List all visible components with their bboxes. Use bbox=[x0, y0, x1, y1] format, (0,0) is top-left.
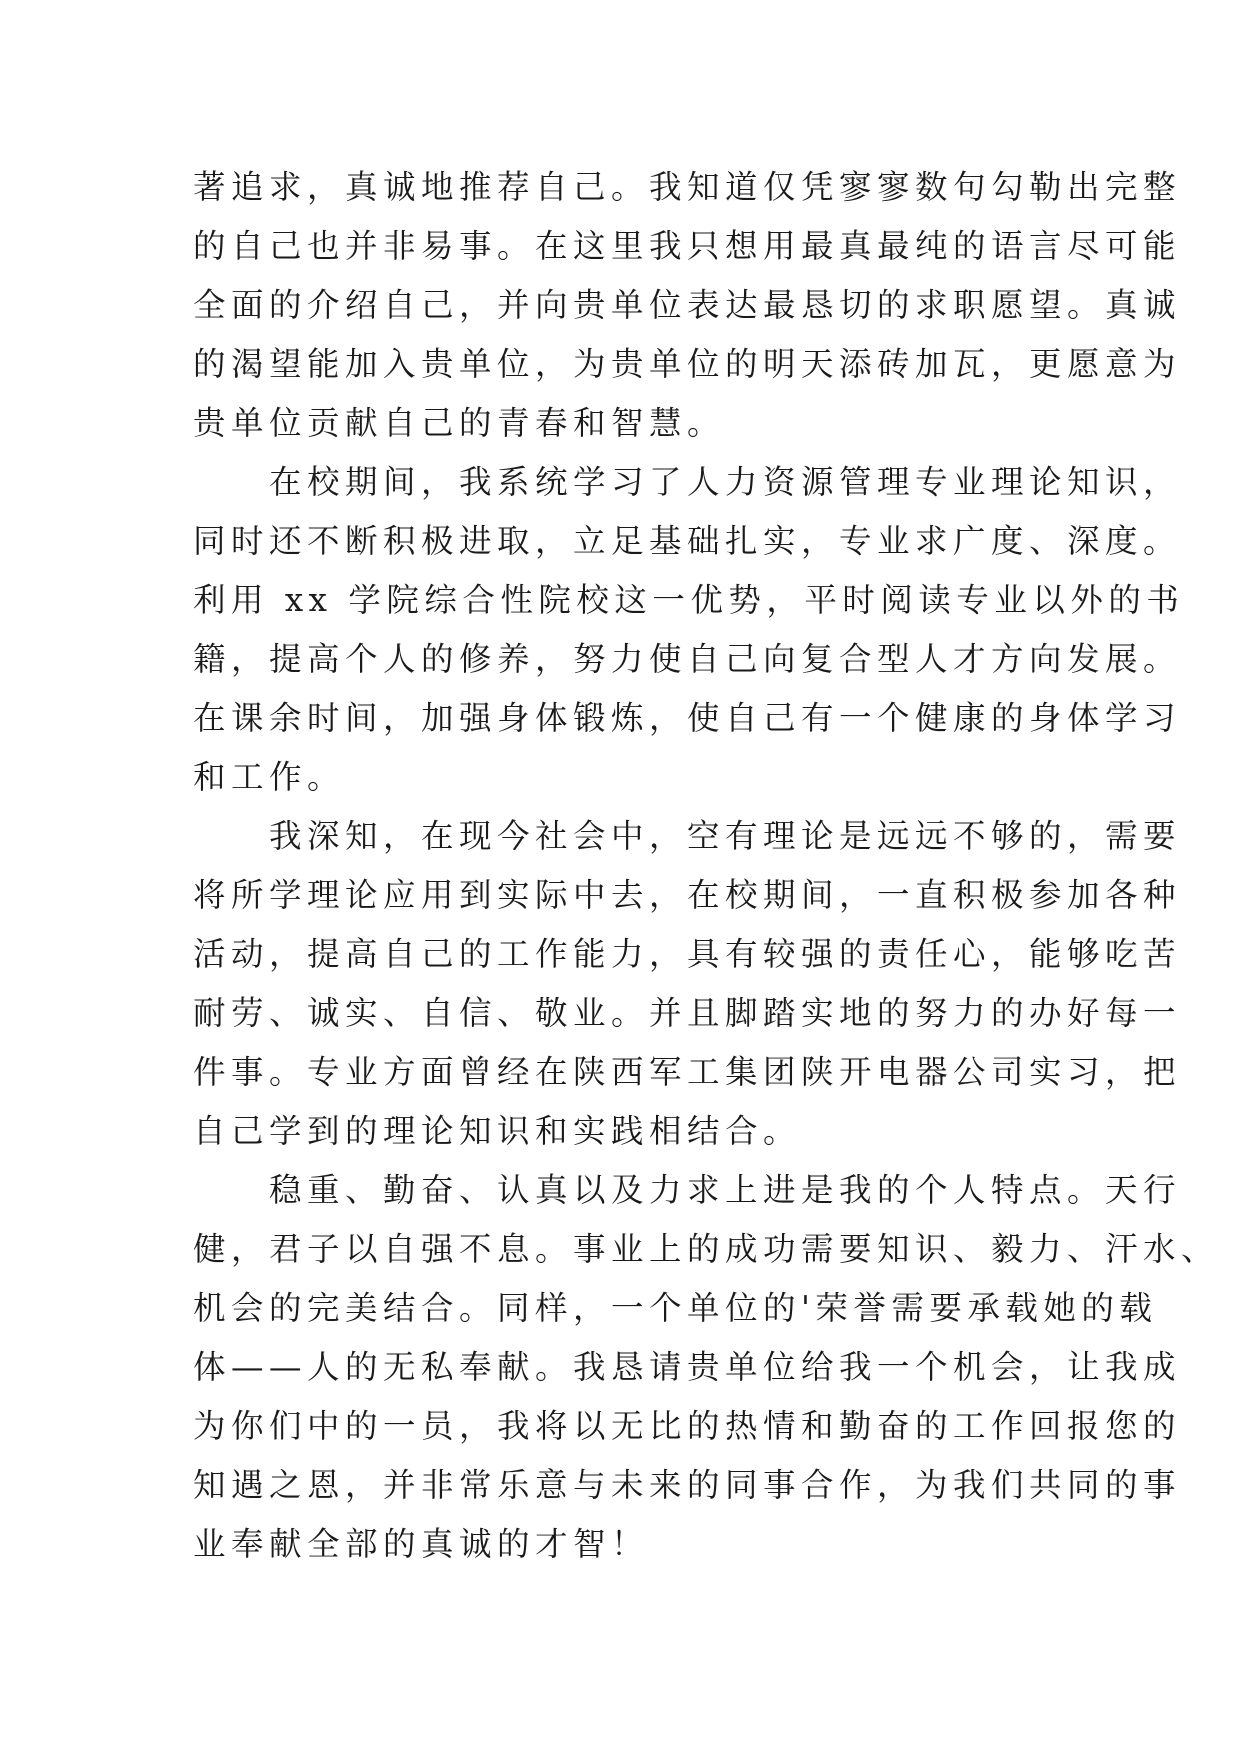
text-line: 全面的介绍自己，并向贵单位表达最恳切的求职愿望。真诚 bbox=[193, 286, 1182, 324]
text-line: 自己学到的理论知识和实践相结合。 bbox=[193, 1112, 802, 1150]
text-line: 在课余时间，加强身体锻炼，使自己有一个健康的身体学习 bbox=[193, 699, 1182, 737]
text-line: 体——人的无私奉献。我恳请贵单位给我一个机会，让我成 bbox=[193, 1348, 1182, 1386]
text-line: 我深知，在现今社会中，空有理论是远远不够的，需要 bbox=[193, 817, 1182, 855]
paragraph-2 bbox=[193, 453, 1185, 807]
text-line: 贵单位贡献自己的青春和智慧。 bbox=[193, 404, 726, 442]
text-line: 同时还不断积极进取，立足基础扎实，专业求广度、深度。 bbox=[193, 522, 1182, 560]
text-line: 健，君子以自强不息。事业上的成功需要知识、毅力、汗水、 bbox=[193, 1230, 1220, 1268]
paragraph-4 bbox=[193, 1161, 1220, 1574]
paragraph-1 bbox=[193, 158, 1182, 453]
text-line: 稳重、勤奋、认真以及力求上进是我的个人特点。天行 bbox=[193, 1171, 1182, 1209]
text-line: 业奉献全部的真诚的才智！ bbox=[193, 1525, 650, 1563]
text-line: 活动，提高自己的工作能力，具有较强的责任心，能够吃苦 bbox=[193, 935, 1182, 973]
paragraph-3 bbox=[193, 807, 1182, 1161]
document-page bbox=[193, 158, 1220, 1574]
text-line: 和工作。 bbox=[193, 758, 346, 796]
text-line: 将所学理论应用到实际中去，在校期间，一直积极参加各种 bbox=[193, 876, 1182, 914]
text-line: 著追求，真诚地推荐自己。我知道仅凭寥寥数句勾勒出完整 bbox=[193, 168, 1182, 206]
text-line: 的自己也并非易事。在这里我只想用最真最纯的语言尽可能 bbox=[193, 227, 1182, 265]
text-line: 知遇之恩，并非常乐意与未来的同事合作，为我们共同的事 bbox=[193, 1466, 1182, 1504]
text-line: 为你们中的一员，我将以无比的热情和勤奋的工作回报您的 bbox=[193, 1407, 1182, 1445]
text-line: 耐劳、诚实、自信、敬业。并且脚踏实地的努力的办好每一 bbox=[193, 994, 1182, 1032]
text-line: 的渴望能加入贵单位，为贵单位的明天添砖加瓦，更愿意为 bbox=[193, 345, 1182, 383]
text-line: 机会的完美结合。同样，一个单位的'荣誉需要承载她的载 bbox=[193, 1289, 1158, 1327]
text-line: 在校期间，我系统学习了人力资源管理专业理论知识， bbox=[193, 463, 1182, 501]
text-line: 籍，提高个人的修养，努力使自己向复合型人才方向发展。 bbox=[193, 640, 1182, 678]
text-line: 利用 xx 学院综合性院校这一优势，平时阅读专业以外的书 bbox=[193, 581, 1185, 619]
text-line: 件事。专业方面曾经在陕西军工集团陕开电器公司实习，把 bbox=[193, 1053, 1182, 1091]
